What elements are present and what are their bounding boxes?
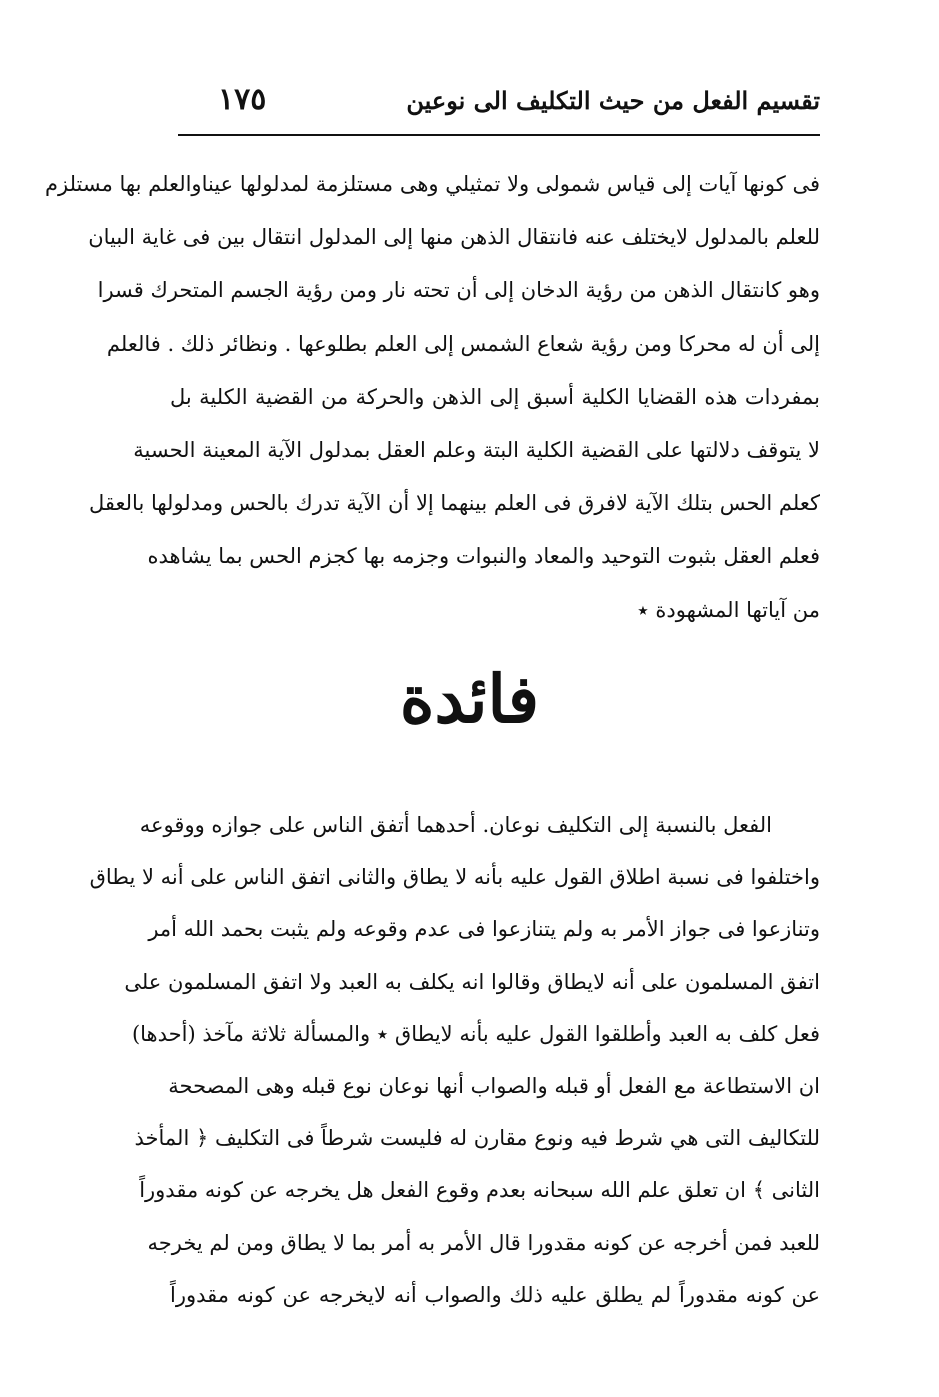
text-line: اتفق المسلمون على أنه لايطاق وقالوا انه يكلف به العبد ولا اتفق المسلمون على (124, 969, 820, 994)
paragraph-1 (45, 158, 820, 637)
text-line: للتكاليف التى هي شرط فيه ونوع مقارن له فليست شرطاً فى التكليف ﴿ المأخذ (134, 1126, 820, 1151)
header-rule (178, 134, 820, 136)
text-line: واختلفوا فى نسبة اطلاق القول عليه بأنه لا يطاق والثانى اتفق الناس على أنه لا يطاق (89, 865, 820, 890)
paragraph-2 (89, 799, 820, 1321)
text-line: فعل كلف به العبد وأطلقوا القول عليه بأنه لايطاق ٭ والمسألة ثلاثة مآخذ (أحدها) (131, 1021, 820, 1046)
text-line: بمفردات هذه القضايا الكلية أسبق إلى الذهن والحركة من القضية الكلية بل (170, 384, 820, 409)
text-line: وهو كانتقال الذهن من رؤية الدخان إلى أن تحته نار ومن رؤية الجسم المتحرك قسرا (97, 278, 820, 303)
text-line: من آياتها المشهودة ٭ (637, 597, 820, 622)
text-line: عن كونه مقدوراً لم يطلق عليه ذلك والصواب أنه لايخرجه عن كونه مقدوراً (170, 1282, 820, 1307)
text-line: للعلم بالمدلول لايختلف عنه فانتقال الذهن منها إلى المدلول انتقال بين فى غاية البيان (88, 225, 820, 250)
text-line: كعلم الحس بتلك الآية لافرق فى العلم بينهما إلا أن الآية تدرك بالحس ومدلولها بالعقل (89, 491, 820, 516)
text-line: فى كونها آيات إلى قياس شمولى ولا تمثيلي وهى مستلزمة لمدلولها عيناوالعلم بها مستلزم (45, 172, 820, 196)
text-line: ان الاستطاعة مع الفعل أو قبله والصواب أنها نوعان نوع قبله وهى المصححة (168, 1073, 820, 1098)
text-line: إلى أن له محركا ومن رؤية شعاع الشمس إلى العلم بطلوعها . ونظائر ذلك . فالعلم (106, 331, 820, 356)
section-heading: فائدة (399, 660, 540, 738)
text-line: الثانى ﴾ ان تعلق علم الله سبحانه بعدم وقوع الفعل هل يخرجه عن كونه مقدوراً (139, 1178, 820, 1203)
page-header (160, 82, 820, 126)
running-title: تقسيم الفعل من حيث التكليف الى نوعين (406, 86, 820, 115)
text-line: الفعل بالنسبة إلى التكليف نوعان. أحدهما أتفق الناس على جوازه ووقوعه (139, 813, 772, 837)
text-line: فعلم العقل بثبوت التوحيد والمعاد والنبوات وجزمه بها كجزم الحس بما يشاهده (147, 544, 820, 569)
text-line: لا يتوقف دلالتها على القضية الكلية البتة وعلم العقل بمدلول الآية المعينة الحسية (133, 437, 820, 462)
page-number: ١٧٥ (218, 82, 267, 117)
text-line: للعبد فمن أخرجه عن كونه مقدورا قال الأمر به أمر بما لا يطاق ومن لم يخرجه (147, 1230, 820, 1255)
text-line: وتنازعوا فى جواز الأمر به ولم يتنازعوا فى عدم وقوعه ولم يثبت بحمد الله أمر (148, 917, 820, 942)
